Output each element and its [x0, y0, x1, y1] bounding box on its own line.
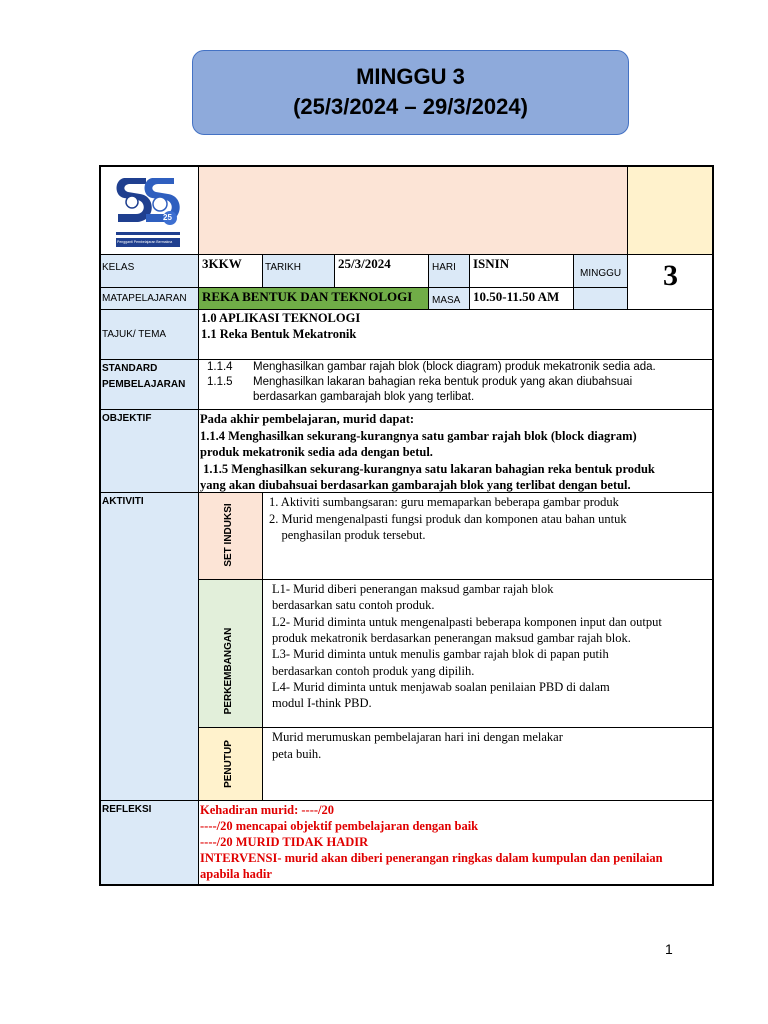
week-header [192, 50, 629, 135]
set-induksi-line-2: 2. Murid mengenalpasti fungsi produk dan komponen atau bahan untuk [269, 511, 627, 526]
row-line [99, 254, 714, 255]
refleksi-line-3: ----/20 MURID TIDAK HADIR [200, 835, 369, 849]
tarikh-label: TARIKH [265, 262, 301, 273]
logo-graphic [112, 170, 184, 250]
tajuk-line-1: 1.0 APLIKASI TEKNOLOGI [201, 311, 361, 325]
standard-text-2b: berdasarkan gambarajah blok yang terlibat. [253, 391, 475, 403]
standard-label-2: PEMBELAJARAN [102, 379, 186, 390]
perkembangan-line-5: L3- Murid diminta untuk menulis gambar rajah blok di papan putih [272, 647, 609, 662]
top-title-cell [199, 166, 628, 255]
minggu-value: 3 [663, 259, 678, 292]
logo-badge-number: 25 [163, 213, 172, 222]
penutup-label: PENUTUP [223, 740, 234, 788]
perkembangan-line-8: modul I-think PBD. [272, 696, 372, 711]
refleksi-line-1: Kehadiran murid: ----/20 [200, 803, 335, 817]
tajuk-label: TAJUK/ TEMA [102, 329, 167, 340]
page-number: 1 [665, 941, 673, 957]
table-border-top [99, 165, 714, 167]
col-line [428, 254, 429, 310]
school-logo [112, 170, 184, 250]
tajuk-line-2: 1.1 Reka Bentuk Mekatronik [201, 327, 357, 341]
objektif-label: OBJEKTIF [102, 413, 152, 424]
hari-value: ISNIN [473, 256, 510, 271]
set-induksi-label: SET INDUKSI [223, 503, 234, 567]
table-border-left [99, 165, 101, 886]
standard-label-1: STANDARD [102, 363, 158, 374]
kelas-value: 3KKW [202, 256, 242, 271]
refleksi-label: REFLEKSI [102, 804, 152, 815]
week-date-range: (25/3/2024 – 29/3/2024) [293, 94, 528, 119]
row-line [199, 727, 714, 728]
row-line [99, 287, 628, 288]
objektif-line-4: 1.1.5 Menghasilkan sekurang-kurangnya satu lakaran bahagian reka bentuk produk [200, 461, 655, 476]
perkembangan-line-2: berdasarkan satu contoh produk. [272, 598, 435, 613]
kelas-label: KELAS [102, 262, 135, 273]
minggu-label-cell [573, 255, 628, 309]
col-line [262, 254, 263, 288]
perkembangan-line-6: berdasarkan contoh produk yang dipilih. [272, 663, 475, 678]
perkembangan-label: PERKEMBANGAN [223, 627, 234, 715]
col-line [469, 254, 470, 310]
refleksi-line-5: apabila hadir [200, 867, 272, 881]
refleksi-line-2: ----/20 mencapai objektif pembelajaran dengan baik [200, 819, 479, 833]
col-line [334, 254, 335, 288]
masa-value: 10.50-11.50 AM [473, 289, 560, 304]
set-induksi-line-3: penghasilan produk tersebut. [269, 528, 426, 542]
perkembangan-line-3: L2- Murid diminta untuk mengenalpasti beberapa komponen input dan output [272, 614, 662, 629]
standard-text-2a: Menghasilkan lakaran bahagian reka bentuk produk yang akan diubahsuai [253, 376, 633, 388]
standard-text-1: Menghasilkan gambar rajah blok (block diagram) produk mekatronik sedia ada. [253, 361, 656, 373]
minggu-label: MINGGU [580, 268, 622, 279]
perkembangan-line-1: L1- Murid diberi penerangan maksud gambar rajah blok [272, 582, 554, 596]
row-line [99, 409, 714, 410]
row-line [99, 309, 714, 310]
perkembangan-line-7: L4- Murid diminta untuk menjawab soalan penilaian PBD di dalam [272, 679, 610, 694]
row-line [199, 579, 714, 580]
set-induksi-line-1: 1. Aktiviti sumbangsaran: guru memaparkan beberapa gambar produk [269, 495, 619, 509]
col-line [573, 254, 574, 310]
table-border-bottom [99, 884, 714, 886]
objektif-line-2: 1.1.4 Menghasilkan sekurang-kurangnya satu gambar rajah blok (block diagram) [200, 428, 637, 443]
tarikh-value: 25/3/2024 [338, 256, 391, 271]
activity-strip-divider [262, 492, 263, 801]
standard-code-2: 1.1.5 [207, 376, 233, 388]
label-column-divider [198, 165, 199, 886]
penutup-line-1: Murid merumuskan pembelajaran hari ini dengan melakar [272, 730, 563, 744]
logo-caption: Pengganti Pembelajaran Bermakna [117, 240, 173, 244]
hari-label: HARI [432, 262, 456, 273]
matapelajaran-value: REKA BENTUK DAN TEKNOLOGI [202, 289, 413, 304]
aktiviti-label: AKTIVITI [102, 496, 144, 507]
row-line [99, 800, 714, 801]
objektif-line-5: yang akan diubahsuai berdasarkan gambarajah blok yang terlibat dengan betul. [200, 478, 631, 492]
matapelajaran-label: MATAPELAJARAN [102, 293, 187, 304]
week-title: MINGGU 3 [356, 64, 465, 89]
objektif-line-3: produk mekatronik sedia ada dengan betul. [200, 445, 433, 459]
objektif-line-1: Pada akhir pembelajaran, murid dapat: [200, 412, 415, 426]
perkembangan-line-4: produk mekatronik berdasarkan penerangan maksud gambar rajah blok. [272, 630, 631, 645]
top-right-cell [628, 166, 713, 255]
masa-label: MASA [432, 295, 461, 306]
refleksi-line-4: INTERVENSI- murid akan diberi penerangan ringkas dalam kumpulan dan penilaian [200, 851, 663, 865]
penutup-line-2: peta buih. [272, 746, 322, 761]
standard-code-1: 1.1.4 [207, 361, 233, 373]
